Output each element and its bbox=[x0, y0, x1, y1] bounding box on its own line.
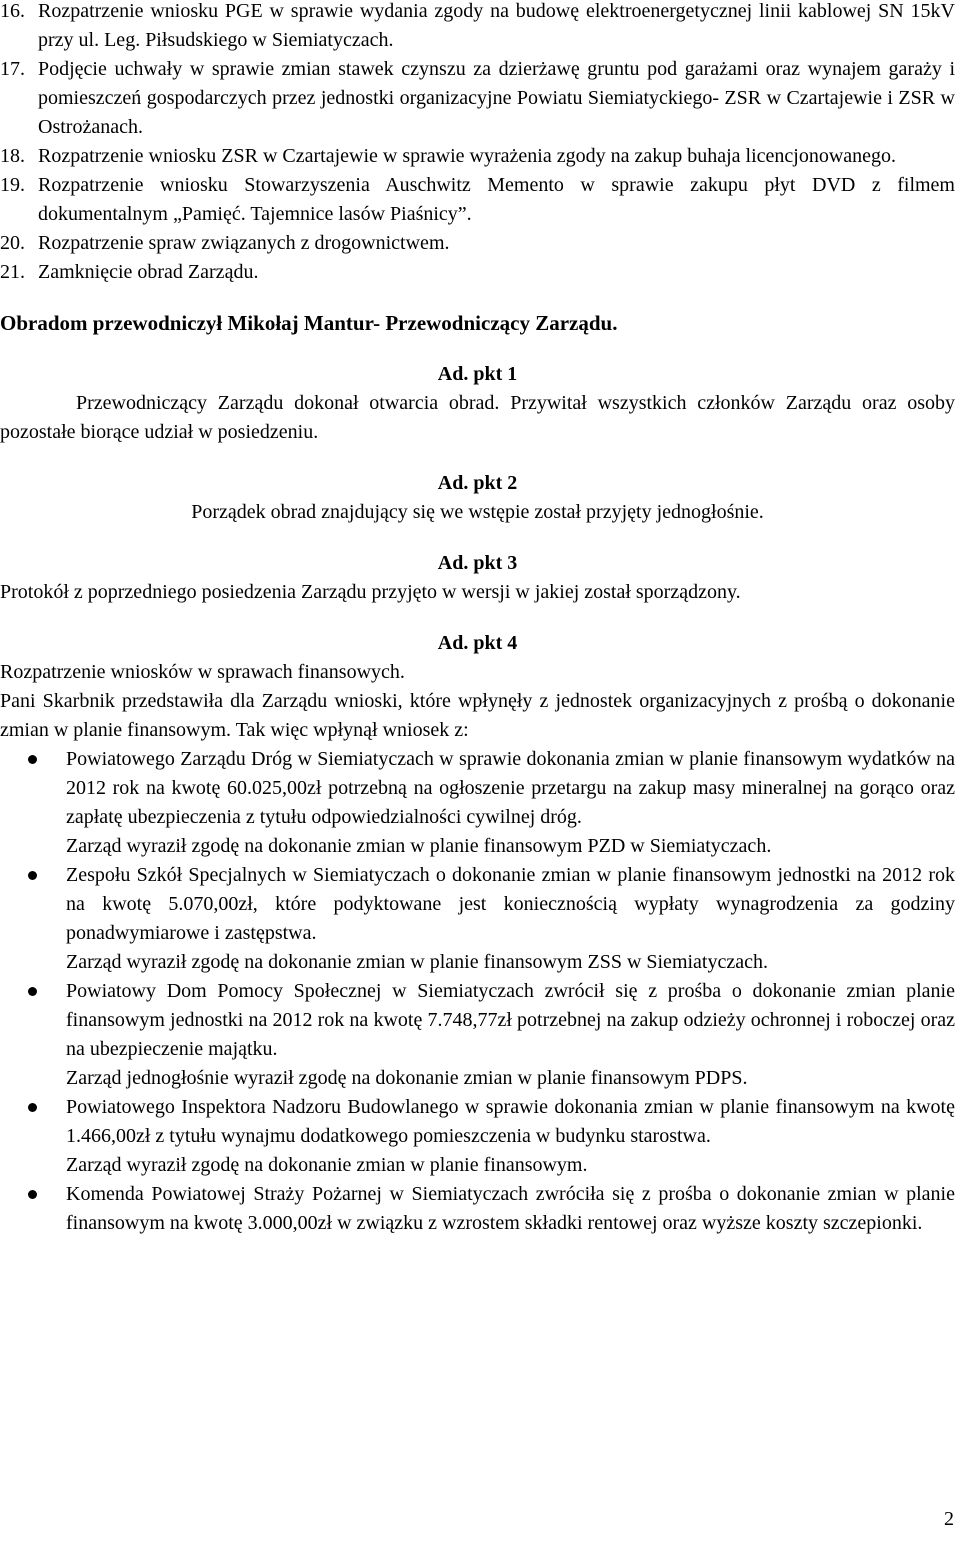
section-intro: Rozpatrzenie wniosków w sprawach finansowych. bbox=[0, 661, 405, 683]
list-item bbox=[0, 1180, 955, 1238]
agenda-text: Rozpatrzenie wniosku Stowarzyszenia Auschwitz Memento w sprawie zakupu płyt DVD z filmem dokumentalnym „Pamięć. Tajemnice lasów Piaśnicy”. bbox=[38, 174, 955, 225]
decision-text: Zarząd jednogłośnie wyraził zgodę na dokonanie zmian w planie finansowym PDPS. bbox=[66, 1067, 748, 1089]
section-heading: Ad. pkt 1 bbox=[437, 363, 518, 385]
agenda-text: Rozpatrzenie wniosku ZSR w Czartajewie w sprawie wyrażenia zgody na zakup buhaja licencjonowanego. bbox=[38, 145, 897, 167]
request-list bbox=[0, 745, 955, 1238]
agenda-item bbox=[0, 258, 955, 287]
page-number: 2 bbox=[944, 1508, 954, 1530]
list-item bbox=[0, 1093, 955, 1180]
bullet-icon bbox=[0, 1093, 66, 1180]
section-pkt1 bbox=[0, 360, 955, 447]
bullet-icon bbox=[0, 1180, 66, 1238]
agenda-text: Rozpatrzenie spraw związanych z drogownictwem. bbox=[38, 232, 450, 254]
agenda-item bbox=[0, 229, 955, 258]
list-item bbox=[0, 861, 955, 977]
request-text: Zespołu Szkół Specjalnych w Siemiatyczach o dokonanie zmian w planie finansowym jednostki na 2012 rok na kwotę 5.070,00zł, które podyktowane jest koniecznością wypłaty wynagrodzenia za godziny ponadwymiarowe i zastępstwa. bbox=[66, 864, 955, 944]
request-text: Komenda Powiatowej Straży Pożarnej w Siemiatyczach zwróciła się z prośba o dokonanie zmian w planie finansowym na kwotę 3.000,00zł w związku z wzrostem składki rentowej oraz wyższe koszty szczepionki. bbox=[66, 1183, 955, 1234]
agenda-item bbox=[0, 142, 955, 171]
section-pkt4 bbox=[0, 629, 955, 1238]
request-text: Powiatowego Inspektora Nadzoru Budowlanego w sprawie dokonania zmian w planie finansowym na kwotę 1.466,00zł z tytułu wynajmu dodatkowego pomieszczenia w budynku starostwa. bbox=[66, 1096, 955, 1147]
section-heading: Ad. pkt 2 bbox=[437, 472, 518, 494]
chair-statement: Obradom przewodniczył Mikołaj Mantur- Przewodniczący Zarządu. bbox=[0, 311, 618, 335]
section-text: Protokół z poprzedniego posiedzenia Zarządu przyjęto w wersji w jakiej został sporządzony. bbox=[0, 581, 741, 603]
agenda-text: Rozpatrzenie wniosku PGE w sprawie wydania zgody na budowę elektroenergetycznej linii kablowej SN 15kV przy ul. Leg. Piłsudskiego w Siemiatyczach. bbox=[38, 0, 955, 51]
agenda-number: 16. bbox=[0, 0, 25, 22]
agenda-number: 18. bbox=[0, 145, 25, 167]
agenda-item bbox=[0, 55, 955, 142]
list-item bbox=[0, 745, 955, 861]
agenda-number: 21. bbox=[0, 261, 25, 283]
decision-text: Zarząd wyraził zgodę na dokonanie zmian w planie finansowym PZD w Siemiatyczach. bbox=[66, 835, 772, 857]
agenda-number: 20. bbox=[0, 232, 25, 254]
decision-text: Zarząd wyraził zgodę na dokonanie zmian w planie finansowym. bbox=[66, 1154, 588, 1176]
section-heading: Ad. pkt 4 bbox=[437, 632, 518, 654]
request-text: Powiatowy Dom Pomocy Społecznej w Siemiatyczach zwrócił się z prośba o dokonanie zmian planie finansowym jednostki na 2012 rok na kwotę 7.748,77zł potrzebnej na zakup odzieży ochronnej i roboczej oraz na ubezpieczenie majątku. bbox=[66, 980, 955, 1060]
agenda-item bbox=[0, 171, 955, 229]
agenda-item bbox=[0, 0, 955, 55]
request-text: Powiatowego Zarządu Dróg w Siemiatyczach w sprawie dokonania zmian w planie finansowym wydatków na 2012 rok na kwotę 60.025,00zł potrzebną na ogłoszenie przetargu na zakup masy mineralnej na gorąco oraz zapłatę ubezpieczenia z tytułu odpowiedzialności cywilnej dróg. bbox=[66, 748, 955, 828]
section-lead: Pani Skarbnik przedstawiła dla Zarządu wnioski, które wpłynęły z jednostek organizacyjnych z prośbą o dokonanie zmian w planie finansowym. Tak więc wpłynął wniosek z: bbox=[0, 690, 955, 741]
section-text: Porządek obrad znajdujący się we wstępie został przyjęty jednogłośnie. bbox=[191, 501, 764, 523]
agenda-number: 19. bbox=[0, 174, 25, 196]
list-item bbox=[0, 977, 955, 1093]
agenda-text: Zamknięcie obrad Zarządu. bbox=[38, 261, 259, 283]
section-text: Przewodniczący Zarządu dokonał otwarcia obrad. Przywitał wszystkich członków Zarządu oraz osoby pozostałe biorące udział w posiedzeniu. bbox=[0, 392, 955, 443]
bullet-icon bbox=[0, 977, 66, 1093]
section-pkt3 bbox=[0, 549, 955, 607]
agenda-text: Podjęcie uchwały w sprawie zmian stawek czynszu za dzierżawę gruntu pod garażami oraz wynajem garaży i pomieszczeń gospodarczych przez jednostki organizacyjne Powiatu Siemiatyckiego- ZSR w Czartajewie i ZSR w Ostrożanach. bbox=[38, 58, 955, 138]
section-heading: Ad. pkt 3 bbox=[437, 552, 518, 574]
bullet-icon bbox=[0, 861, 66, 977]
decision-text: Zarząd wyraził zgodę na dokonanie zmian w planie finansowym ZSS w Siemiatyczach. bbox=[66, 951, 768, 973]
agenda-list bbox=[0, 0, 955, 287]
section-pkt2 bbox=[0, 469, 955, 527]
agenda-number: 17. bbox=[0, 58, 25, 80]
bullet-icon bbox=[0, 745, 66, 861]
